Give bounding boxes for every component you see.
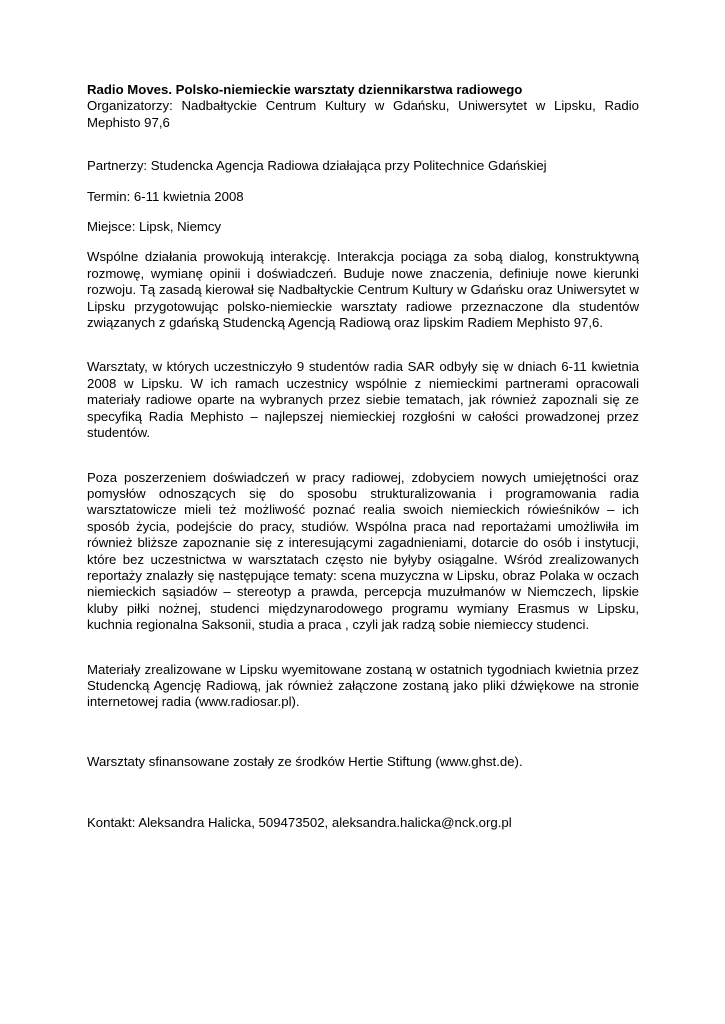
- contact-text: Kontakt: Aleksandra Halicka, 509473502, aleksandra.halicka@nck.org.pl: [87, 815, 512, 831]
- partners-text: Partnerzy: Studencka Agencja Radiowa działająca przy Politechnice Gdańskiej: [87, 158, 547, 174]
- place-text: Miejsce: Lipsk, Niemcy: [87, 219, 222, 235]
- document-title: Radio Moves. Polsko-niemieckie warsztaty dziennikarstwa radiowego: [87, 82, 523, 97]
- paragraph-experience: Poza poszerzeniem doświadczeń w pracy radiowej, zdobyciem nowych umiejętności oraz pomysłów odnoszących się do sposobu strukturalizowania i programowania radia warsztatowicze mieli też możliwość poznać realia swoich niemieckich rówieśników – ich sposób życia, podejście do pracy, studiów. Wspólna praca nad reportażami umożliwiła im również bliższe zapoznanie się z interesującymi zagadnieniami, dotarcie do osób i instytucji, które bez uczestnictwa w warsztatach często nie byłyby osiągalne. Wśród zrealizowanych reportaży znalazły się następujące tematy: scena muzyczna w Lipsku, obraz Polaka w oczach niemieckich sąsiadów – stereotyp a prawda, percepcja muzułmanów w Niemczech, lipskie kluby piłki nożnej, studenci międzynarodowego programu wymiany Erasmus w Lipsku, kuchnia regionalna Saksonii, studia a praca , czyli jak radzą sobie niemieccy studenci.: [87, 469, 639, 633]
- paragraph-intro: Wspólne działania prowokują interakcję. Interakcja pociąga za sobą dialog, konstruktywną rozmowę, wymianę opinii i doświadczeń. Buduje nowe znaczenia, definiuje nowe kierunki rozwoju. Tą zasadą kierował się Nadbałtyckie Centrum Kultury w Gdańsku oraz Uniwersytet w Lipsku przygotowując polsko-niemieckie warsztaty radiowe przeznaczone dla studentów związanych z gdańską Studencką Agencją Radiową oraz lipskim Radiem Mephisto 97,6.: [87, 249, 639, 331]
- organizers-text: Organizatorzy: Nadbałtyckie Centrum Kultury w Gdańsku, Uniwersytet w Lipsku, Radio Mephisto 97,6: [87, 98, 639, 130]
- date-text: Termin: 6-11 kwietnia 2008: [87, 188, 244, 204]
- paragraph-broadcast: Materiały zrealizowane w Lipsku wyemitowane zostaną w ostatnich tygodniach kwietnia przez Studencką Agencję Radiową, jak również załączone zostaną jako pliki dźwiękowe na stronie internetowej radia (www.radiosar.pl).: [87, 661, 639, 710]
- document-page: [87, 82, 639, 832]
- paragraph-workshops: Warsztaty, w których uczestniczyło 9 studentów radia SAR odbyły się w dniach 6-11 kwietnia 2008 w Lipsku. W ich ramach uczestnicy wspólnie z niemieckimi partnerami opracowali materiały radiowe oparte na wybranych przez siebie tematach, jak również zapoznali się ze specyfiką Radia Mephisto – najlepszej niemieckiej rozgłośni w całości prowadzonej przez studentów.: [87, 359, 639, 441]
- funding-text: Warsztaty sfinansowane zostały ze środków Hertie Stiftung (www.ghst.de).: [87, 753, 523, 769]
